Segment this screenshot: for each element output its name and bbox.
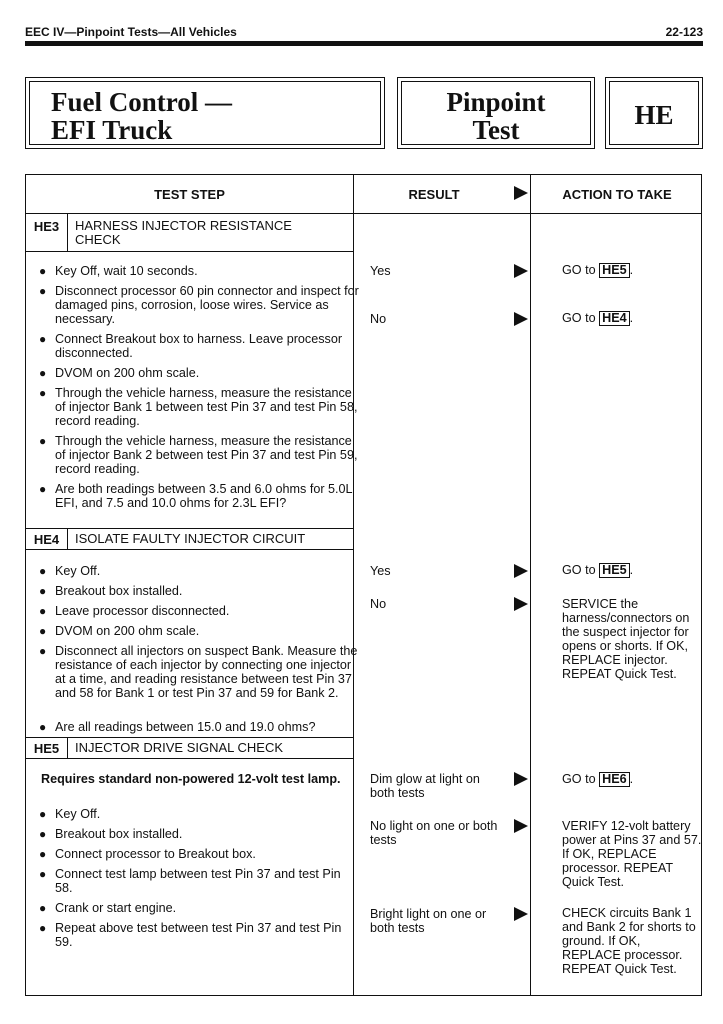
step-id-rule bbox=[67, 737, 68, 758]
bullet-icon: ● bbox=[39, 847, 47, 861]
col-result: RESULT bbox=[408, 187, 460, 202]
bullet-icon: ● bbox=[39, 584, 47, 598]
running-header: EEC IV—Pinpoint Tests—All Vehicles bbox=[25, 25, 237, 39]
arrow-icon bbox=[514, 819, 528, 833]
title-box bbox=[25, 77, 385, 149]
col-action: ACTION TO TAKE bbox=[562, 187, 672, 202]
bullet-icon: ● bbox=[39, 366, 47, 380]
result-text: No light on one or both tests bbox=[370, 819, 498, 847]
bullet-text: Connect test lamp between test Pin 37 and test Pin 58. bbox=[55, 867, 341, 895]
action-prefix: GO to bbox=[562, 311, 596, 325]
action-prefix: GO to bbox=[562, 772, 596, 786]
arrow-icon bbox=[514, 186, 528, 200]
bullet-text: Breakout box installed. bbox=[55, 827, 183, 841]
bullet-text: Disconnect processor 60 pin connector and inspect for damaged pins, corrosion, loose wires. Service as necessary. bbox=[55, 284, 359, 326]
action-suffix: . bbox=[629, 263, 634, 277]
pinpoint-line1: Pinpoint bbox=[446, 87, 546, 117]
header-divider bbox=[26, 213, 701, 214]
action-text: CHECK circuits Bank 1 and Bank 2 for shorts to ground. If OK, REPLACE processor. REPEAT Quick Test. bbox=[562, 906, 696, 976]
pinpoint-label bbox=[402, 88, 590, 144]
action-prefix: GO to bbox=[562, 263, 596, 277]
bullet-icon: ● bbox=[39, 901, 47, 915]
step-title-he3 bbox=[75, 219, 292, 247]
step-id-rule bbox=[67, 528, 68, 549]
bullet-text: Breakout box installed. bbox=[55, 584, 183, 598]
bullet-text: Connect Breakout box to harness. Leave processor disconnected. bbox=[55, 332, 343, 360]
bullet-text: Crank or start engine. bbox=[55, 901, 177, 915]
step-title-rule bbox=[26, 758, 353, 759]
requirement-note: Requires standard non-powered 12-volt test lamp. bbox=[41, 772, 341, 786]
action-text: VERIFY 12-volt battery power at Pins 37 and 57. If OK, REPLACE processor. REPEAT Quick Test. bbox=[562, 819, 702, 889]
result-text: Dim glow at light on both tests bbox=[370, 772, 480, 800]
arrow-icon bbox=[514, 264, 528, 278]
bullet-icon: ● bbox=[39, 564, 47, 578]
pinpoint-box bbox=[397, 77, 595, 149]
bullet-text: Disconnect all injectors on suspect Bank. Measure the resistance of each injector by connecting one injector at a time, and reading resistance between test Pin 37 and 58 for Bank 1 or test Pin 37 and 59 for Bank 2. bbox=[55, 644, 358, 700]
step-title-line: HARNESS INJECTOR RESISTANCE bbox=[75, 218, 292, 233]
bullet-icon: ● bbox=[39, 867, 47, 881]
step-id-rule bbox=[67, 213, 68, 251]
result-text: Yes bbox=[370, 264, 391, 278]
action-suffix: . bbox=[629, 563, 634, 577]
arrow-icon bbox=[514, 564, 528, 578]
action-suffix: . bbox=[629, 772, 634, 786]
bullet-text: Are all readings between 15.0 and 19.0 ohms? bbox=[55, 720, 316, 734]
col-test-step: TEST STEP bbox=[154, 187, 225, 202]
result-text: Bright light on one or both tests bbox=[370, 907, 487, 935]
section-title-line2: EFI Truck bbox=[51, 115, 173, 145]
bullet-text: Through the vehicle harness, measure the resistance of injector Bank 2 between test Pin 37 and test Pin 59, record reading. bbox=[55, 434, 358, 476]
action-text bbox=[562, 311, 702, 326]
bullet-icon: ● bbox=[39, 332, 47, 346]
bullet-icon: ● bbox=[39, 264, 47, 278]
bullet-icon: ● bbox=[39, 434, 47, 448]
goto-step-he5[interactable]: HE5 bbox=[599, 263, 630, 278]
bullet-text: Through the vehicle harness, measure the resistance of injector Bank 1 between test Pin 37 and test Pin 58, record reading. bbox=[55, 386, 358, 428]
result-text: No bbox=[370, 597, 387, 611]
bullet-icon: ● bbox=[39, 482, 47, 496]
action-text bbox=[562, 772, 702, 787]
bullet-icon: ● bbox=[39, 604, 47, 618]
bullet-icon: ● bbox=[39, 807, 47, 821]
result-text: No bbox=[370, 312, 387, 326]
step-title-he5: INJECTOR DRIVE SIGNAL CHECK bbox=[75, 740, 284, 755]
pinpoint-table bbox=[25, 174, 702, 996]
section-rule bbox=[26, 528, 353, 529]
arrow-icon bbox=[514, 312, 528, 326]
goto-step-he6[interactable]: HE6 bbox=[599, 772, 630, 787]
bullet-icon: ● bbox=[39, 386, 47, 400]
column-divider bbox=[530, 175, 531, 995]
pinpoint-line2: Test bbox=[472, 115, 520, 145]
bullet-icon: ● bbox=[39, 284, 47, 298]
header-rule bbox=[25, 41, 703, 46]
bullet-text: Key Off. bbox=[55, 807, 101, 821]
bullet-text: DVOM on 200 ohm scale. bbox=[55, 366, 200, 380]
action-prefix: GO to bbox=[562, 563, 596, 577]
action-text bbox=[562, 563, 702, 578]
result-text: Yes bbox=[370, 564, 391, 578]
bullet-text: DVOM on 200 ohm scale. bbox=[55, 624, 200, 638]
arrow-icon bbox=[514, 907, 528, 921]
step-title-line: CHECK bbox=[75, 232, 121, 247]
bullet-text: Leave processor disconnected. bbox=[55, 604, 230, 618]
bullet-icon: ● bbox=[39, 644, 47, 658]
section-title bbox=[51, 88, 232, 144]
action-text bbox=[562, 263, 702, 278]
test-code: HE bbox=[634, 100, 674, 130]
goto-step-he5[interactable]: HE5 bbox=[599, 563, 630, 578]
arrow-icon bbox=[514, 772, 528, 786]
action-text: SERVICE the harness/connectors on the suspect injector for opens or shorts. If OK, REPLACE injector. REPEAT Quick Test. bbox=[562, 597, 690, 681]
step-title-rule bbox=[26, 549, 353, 550]
code-box bbox=[605, 77, 703, 149]
action-suffix: . bbox=[629, 311, 634, 325]
bullet-icon: ● bbox=[39, 827, 47, 841]
page-number: 22-123 bbox=[665, 25, 703, 39]
bullet-icon: ● bbox=[39, 921, 47, 935]
step-id-he5: HE5 bbox=[33, 741, 60, 756]
bullet-text: Are both readings between 3.5 and 6.0 ohms for 5.0L EFI, and 7.5 and 10.0 ohms for 2.3L EFI? bbox=[55, 482, 353, 510]
bullet-text: Key Off. bbox=[55, 564, 101, 578]
bullet-icon: ● bbox=[39, 720, 47, 734]
bullet-text: Repeat above test between test Pin 37 and test Pin 59. bbox=[55, 921, 342, 949]
step-title-he4: ISOLATE FAULTY INJECTOR CIRCUIT bbox=[75, 531, 306, 546]
arrow-icon bbox=[514, 597, 528, 611]
section-rule bbox=[26, 737, 353, 738]
bullet-text: Connect processor to Breakout box. bbox=[55, 847, 256, 861]
section-title-line1: Fuel Control — bbox=[51, 87, 232, 117]
goto-step-he4[interactable]: HE4 bbox=[599, 311, 630, 326]
step-id-he3: HE3 bbox=[33, 219, 60, 234]
bullet-icon: ● bbox=[39, 624, 47, 638]
step-title-rule bbox=[26, 251, 353, 252]
step-id-he4: HE4 bbox=[33, 532, 60, 547]
bullet-text: Key Off, wait 10 seconds. bbox=[55, 264, 198, 278]
